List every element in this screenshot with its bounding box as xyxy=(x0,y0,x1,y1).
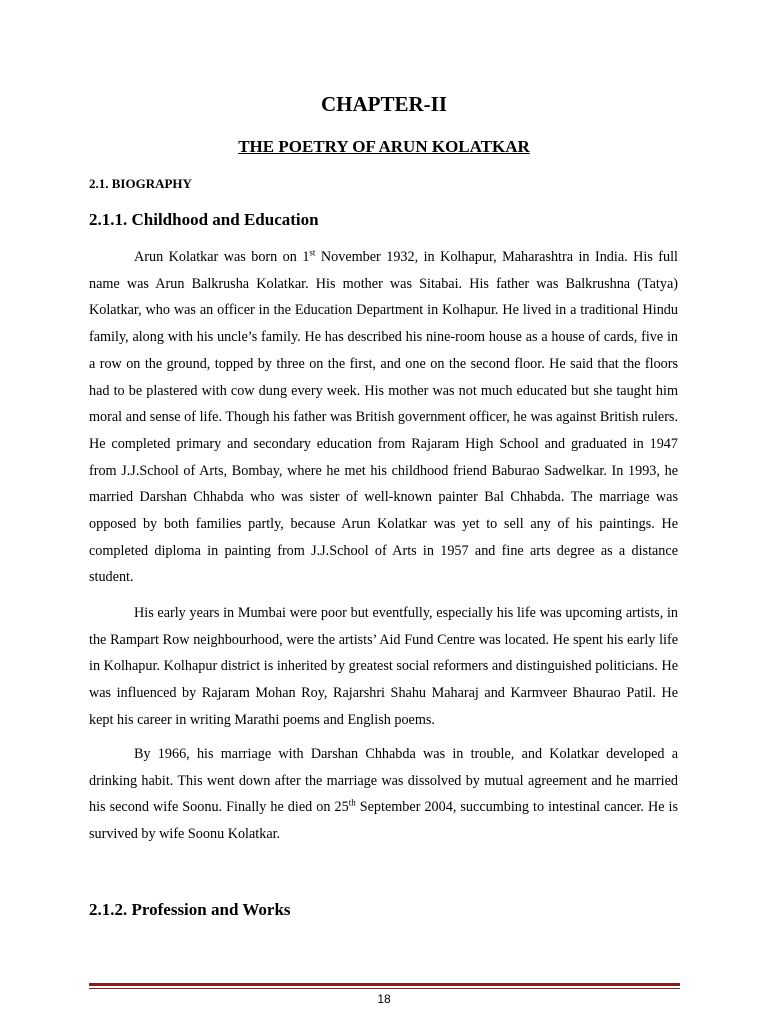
chapter-subtitle: THE POETRY OF ARUN KOLATKAR xyxy=(238,137,530,156)
page-number: 18 xyxy=(377,992,391,1006)
subsection-heading-profession: 2.1.2. Profession and Works xyxy=(89,900,291,919)
footer-rule-thin xyxy=(89,988,680,989)
paragraph-1-superscript: st xyxy=(309,247,316,258)
paragraph-3-superscript: th xyxy=(348,797,356,808)
subsection-heading-childhood: 2.1.1. Childhood and Education xyxy=(89,210,319,229)
paragraph-1 xyxy=(89,244,678,591)
section-heading: 2.1. BIOGRAPHY xyxy=(89,176,192,191)
chapter-title: CHAPTER-II xyxy=(320,92,447,116)
paragraph-3-text-a: By 1966, his marriage with Darshan Chhabda was in trouble, and Kolatkar developed a drinking habit. This went down after the marriage was dissolved by mutual agreement and he married his second wife Soonu. Finally he died on 25 xyxy=(89,746,678,816)
paragraph-1-text-a: Arun Kolatkar was born on 1 xyxy=(134,249,310,265)
paragraph-3 xyxy=(89,741,678,848)
paragraph-3-container xyxy=(89,741,678,848)
footer-rule-thick xyxy=(89,983,680,986)
paragraph-2: His early years in Mumbai were poor but eventfully, especially his life was upcoming artists, in the Rampart Row neighbourhood, were the artists’ Aid Fund Centre was located. He spent his early life in Kolhapur. Kolhapur district is inherited by greatest social reformers and distinguished politicians. He was influenced by Rajaram Mohan Roy, Rajarshri Shahu Maharaj and Karmveer Bhaurao Patil. He kept his career in writing Marathi poems and English poems. xyxy=(89,605,678,728)
paragraph-3-text-b: September 2004, succumbing to intestinal cancer. He is survived by wife Soonu Kolatkar. xyxy=(89,799,678,843)
paragraph-2-container xyxy=(89,600,678,734)
paragraph-1-container xyxy=(89,244,678,591)
paragraph-1-text-b: November 1932, in Kolhapur, Maharashtra in India. His full name was Arun Balkrusha Kolatkar. His mother was Sitabai. His father was Balkrushna (Tatya) Kolatkar, who was an officer in the Education Department in Kolhapur. He lived in a traditional Hindu family, along with his uncle’s family. He has described his nine-room house as a house of cards, five in a row on the ground, topped by three on the first, and one on the second floor. He said that the floors had to be plastered with cow dung every week. His mother was not much educated but she taught him moral and sense of life. Though his father was British government officer, he was against British rulers. He completed primary and secondary education from Rajaram High School and graduated in 1947 from J.J.School of Arts, Bombay, where he met his childhood friend Baburao Sadwelkar. In 1993, he married Darshan Chhabda who was sister of well-known painter Bal Chhabda. The marriage was opposed by both families partly, because Arun Kolatkar was yet to sell any of his paintings. He completed diploma in painting from J.J.School of Arts in 1957 and fine arts degree as a distance student. xyxy=(89,249,678,586)
